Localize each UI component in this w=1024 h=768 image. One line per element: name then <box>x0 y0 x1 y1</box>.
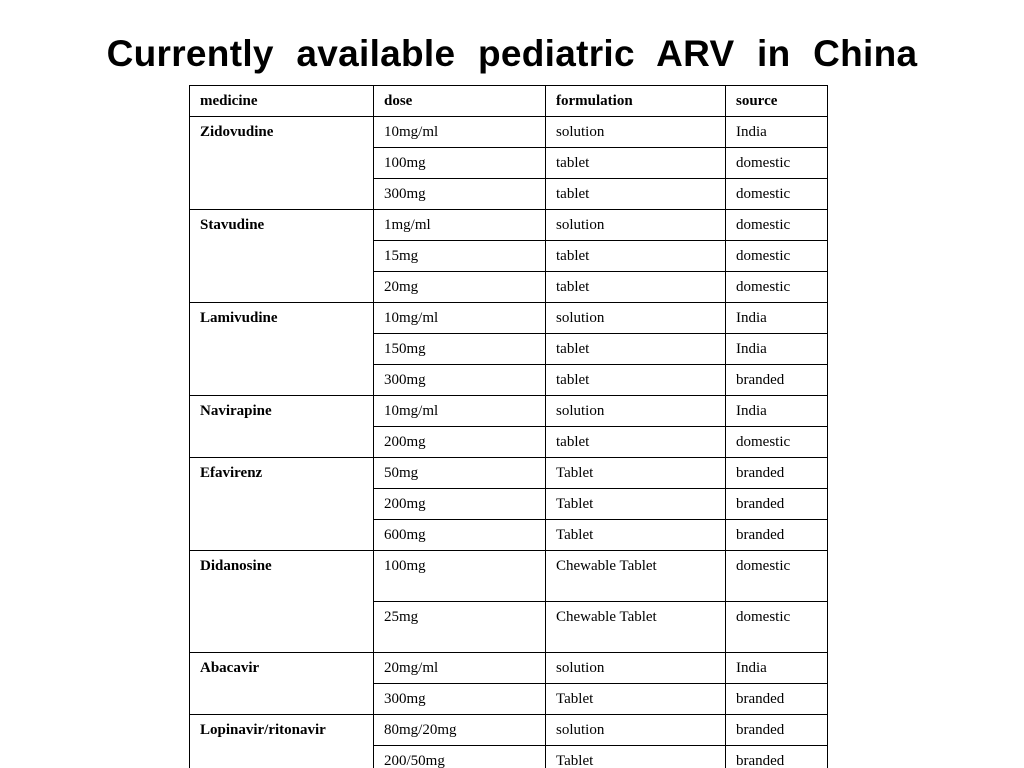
dose-cell: 1mg/ml <box>374 210 546 241</box>
formulation-cell: solution <box>546 396 726 427</box>
formulation-cell: Tablet <box>546 458 726 489</box>
table-row <box>190 303 828 334</box>
header-medicine: medicine <box>190 86 374 117</box>
table-row <box>190 551 828 602</box>
dose-cell: 200/50mg <box>374 746 546 768</box>
medicine-cell: Zidovudine <box>190 117 374 210</box>
formulation-cell: Tablet <box>546 520 726 551</box>
source-cell: India <box>726 396 828 427</box>
formulation-cell: tablet <box>546 241 726 272</box>
medicine-cell: Stavudine <box>190 210 374 303</box>
medicine-cell: Lopinavir/ritonavir <box>190 715 374 768</box>
dose-cell: 25mg <box>374 602 546 653</box>
header-source: source <box>726 86 828 117</box>
table-body <box>190 117 828 768</box>
table-row <box>190 396 828 427</box>
source-cell: branded <box>726 458 828 489</box>
source-cell: domestic <box>726 179 828 210</box>
formulation-cell: tablet <box>546 427 726 458</box>
medicine-cell: Navirapine <box>190 396 374 458</box>
formulation-cell: solution <box>546 210 726 241</box>
table-row <box>190 653 828 684</box>
source-cell: domestic <box>726 427 828 458</box>
formulation-cell: tablet <box>546 272 726 303</box>
source-cell: domestic <box>726 602 828 653</box>
source-cell: India <box>726 334 828 365</box>
formulation-cell: solution <box>546 715 726 746</box>
formulation-cell: Tablet <box>546 746 726 768</box>
formulation-cell: tablet <box>546 365 726 396</box>
dose-cell: 20mg/ml <box>374 653 546 684</box>
dose-cell: 20mg <box>374 272 546 303</box>
page-title: Currently available pediatric ARV in China <box>106 33 918 74</box>
dose-cell: 150mg <box>374 334 546 365</box>
dose-cell: 50mg <box>374 458 546 489</box>
table-header <box>190 86 828 117</box>
dose-cell: 10mg/ml <box>374 117 546 148</box>
table-row <box>190 458 828 489</box>
table-row <box>190 117 828 148</box>
header-dose: dose <box>374 86 546 117</box>
source-cell: domestic <box>726 551 828 602</box>
header-row <box>190 86 828 117</box>
dose-cell: 100mg <box>374 551 546 602</box>
formulation-cell: solution <box>546 303 726 334</box>
source-cell: branded <box>726 489 828 520</box>
formulation-cell: Chewable Tablet <box>546 551 726 602</box>
formulation-cell: tablet <box>546 334 726 365</box>
source-cell: branded <box>726 684 828 715</box>
arv-table <box>189 85 828 768</box>
dose-cell: 300mg <box>374 365 546 396</box>
dose-cell: 600mg <box>374 520 546 551</box>
medicine-cell: Abacavir <box>190 653 374 715</box>
formulation-cell: tablet <box>546 148 726 179</box>
formulation-cell: tablet <box>546 179 726 210</box>
medicine-cell: Efavirenz <box>190 458 374 551</box>
source-cell: branded <box>726 715 828 746</box>
source-cell: India <box>726 117 828 148</box>
dose-cell: 200mg <box>374 489 546 520</box>
source-cell: domestic <box>726 241 828 272</box>
source-cell: domestic <box>726 272 828 303</box>
medicine-cell: Didanosine <box>190 551 374 653</box>
formulation-cell: solution <box>546 653 726 684</box>
dose-cell: 80mg/20mg <box>374 715 546 746</box>
formulation-cell: Tablet <box>546 684 726 715</box>
source-cell: India <box>726 303 828 334</box>
dose-cell: 300mg <box>374 684 546 715</box>
source-cell: domestic <box>726 210 828 241</box>
dose-cell: 200mg <box>374 427 546 458</box>
formulation-cell: solution <box>546 117 726 148</box>
source-cell: branded <box>726 365 828 396</box>
medicine-cell: Lamivudine <box>190 303 374 396</box>
source-cell: branded <box>726 746 828 768</box>
dose-cell: 10mg/ml <box>374 396 546 427</box>
formulation-cell: Tablet <box>546 489 726 520</box>
header-formulation: formulation <box>546 86 726 117</box>
source-cell: India <box>726 653 828 684</box>
source-cell: domestic <box>726 148 828 179</box>
dose-cell: 300mg <box>374 179 546 210</box>
formulation-cell: Chewable Tablet <box>546 602 726 653</box>
dose-cell: 15mg <box>374 241 546 272</box>
source-cell: branded <box>726 520 828 551</box>
table-row <box>190 210 828 241</box>
dose-cell: 100mg <box>374 148 546 179</box>
table-row <box>190 715 828 746</box>
dose-cell: 10mg/ml <box>374 303 546 334</box>
